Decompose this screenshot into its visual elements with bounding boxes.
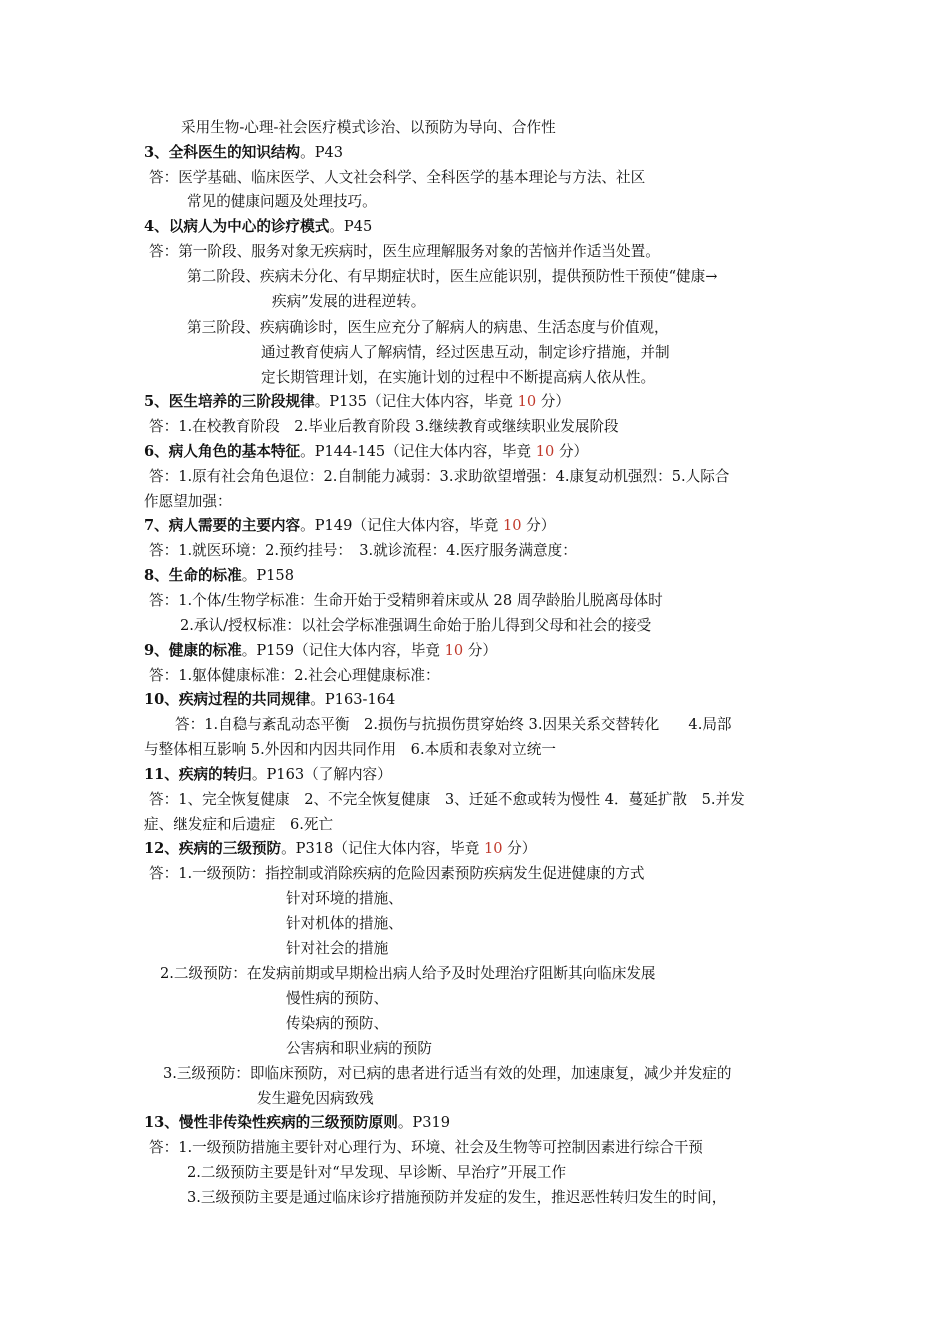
answer-line: 答：1.原有社会角色退位：2.自制能力减弱：3.求助欲望增强：4.康复动机强烈：5.人际合 xyxy=(149,468,730,485)
text-line: 定长期管理计划，在实施计划的过程中不断提高病人依从性。 xyxy=(261,369,656,386)
answer-line: 答：1.躯体健康标准：2.社会心理健康标准： xyxy=(149,667,440,684)
heading-q9: 9、健康的标准。P159（记住大体内容，毕竟 10 分） xyxy=(144,642,497,659)
heading-q12: 12、疾病的三级预防。P318（记住大体内容，毕竟 10 分） xyxy=(144,840,537,857)
answer-line: 答：1、完全恢复健康 2、不完全恢复健康 3、迁延不愈或转为慢性 4．蔓延扩散 5.并发 xyxy=(149,791,745,808)
answer-line: 答：1.就医环境：2.预约挂号： 3.就诊流程：4.医疗服务满意度： xyxy=(149,542,577,559)
text-line: 3.三级预防主要是通过临床诊疗措施预防并发症的发生，推迟恶性转归发生的时间， xyxy=(187,1189,727,1206)
answer-line: 答：医学基础、临床医学、人文社会科学、全科医学的基本理论与方法、社区 xyxy=(149,169,646,186)
text-line: 第二阶段、疾病未分化、有早期症状时，医生应能识别，提供预防性干预使“健康→ xyxy=(187,268,718,285)
heading-q3: 3、全科医生的知识结构。P43 xyxy=(144,144,344,161)
text-line: 症、继发症和后遗症 6.死亡 xyxy=(144,816,334,833)
heading-q6: 6、病人角色的基本特征。P144-145（记住大体内容，毕竟 10 分） xyxy=(144,443,589,460)
text-line: 采用生物-心理-社会医疗模式诊治、以预防为导向、合作性 xyxy=(181,119,556,136)
heading-q7: 7、病人需要的主要内容。P149（记住大体内容，毕竟 10 分） xyxy=(144,517,556,534)
answer-line: 答：1.个体/生物学标准：生命开始于受精卵着床或从 28 周孕龄胎儿脱离母体时 xyxy=(149,592,663,609)
text-line: 常见的健康问题及处理技巧。 xyxy=(187,193,377,210)
heading-q4: 4、以病人为中心的诊疗模式。P45 xyxy=(144,218,373,235)
text-line: 针对机体的措施、 xyxy=(286,915,403,932)
text-line: 通过教育使病人了解病情，经过医患互动，制定诊疗措施，并制 xyxy=(261,344,670,361)
text-line: 与整体相互影响 5.外因和内因共同作用 6.本质和表象对立统一 xyxy=(144,741,556,758)
heading-q13: 13、慢性非传染性疾病的三级预防原则。P319 xyxy=(144,1114,451,1131)
text-line: 发生避免因病致残 xyxy=(257,1090,374,1107)
text-line: 疾病”发展的进程逆转。 xyxy=(272,293,426,310)
text-line: 公害病和职业病的预防 xyxy=(286,1040,432,1057)
heading-q5: 5、医生培养的三阶段规律。P135（记住大体内容，毕竟 10 分） xyxy=(144,393,570,410)
answer-line: 答：1.一级预防措施主要针对心理行为、环境、社会及生物等可控制因素进行综合干预 xyxy=(149,1139,703,1156)
answer-line: 答：1.一级预防：指控制或消除疾病的危险因素预防疾病发生促进健康的方式 xyxy=(149,865,645,882)
text-line: 慢性病的预防、 xyxy=(286,990,389,1007)
text-line: 作愿望加强： xyxy=(144,493,232,510)
heading-q11: 11、疾病的转归。P163（了解内容） xyxy=(144,766,392,783)
text-line: 针对社会的措施 xyxy=(286,940,389,957)
answer-line: 答：1.在校教育阶段 2.毕业后教育阶段 3.继续教育或继续职业发展阶段 xyxy=(149,418,619,435)
text-line: 第三阶段、疾病确诊时，医生应充分了解病人的病患、生活态度与价值观， xyxy=(187,319,669,336)
text-line: 2.承认/授权标准：以社会学标准强调生命始于胎儿得到父母和社会的接受 xyxy=(180,617,652,634)
text-line: 3.三级预防：即临床预防，对已病的患者进行适当有效的处理，加速康复，减少并发症的 xyxy=(163,1065,732,1082)
heading-q8: 8、生命的标准。P158 xyxy=(144,567,295,584)
text-line: 传染病的预防、 xyxy=(286,1015,389,1032)
answer-line: 答：1.自稳与紊乱动态平衡 2.损伤与抗损伤贯穿始终 3.因果关系交替转化 4.局部 xyxy=(175,716,732,733)
heading-q10: 10、疾病过程的共同规律。P163-164 xyxy=(144,691,396,708)
text-line: 2.二级预防：在发病前期或早期检出病人给予及时处理治疗阻断其向临床发展 xyxy=(160,965,656,982)
text-line: 针对环境的措施、 xyxy=(286,890,403,907)
answer-line: 答：第一阶段、服务对象无疾病时，医生应理解服务对象的苦恼并作适当处置。 xyxy=(149,243,660,260)
text-line: 2.二级预防主要是针对“早发现、早诊断、早治疗”开展工作 xyxy=(187,1164,567,1181)
